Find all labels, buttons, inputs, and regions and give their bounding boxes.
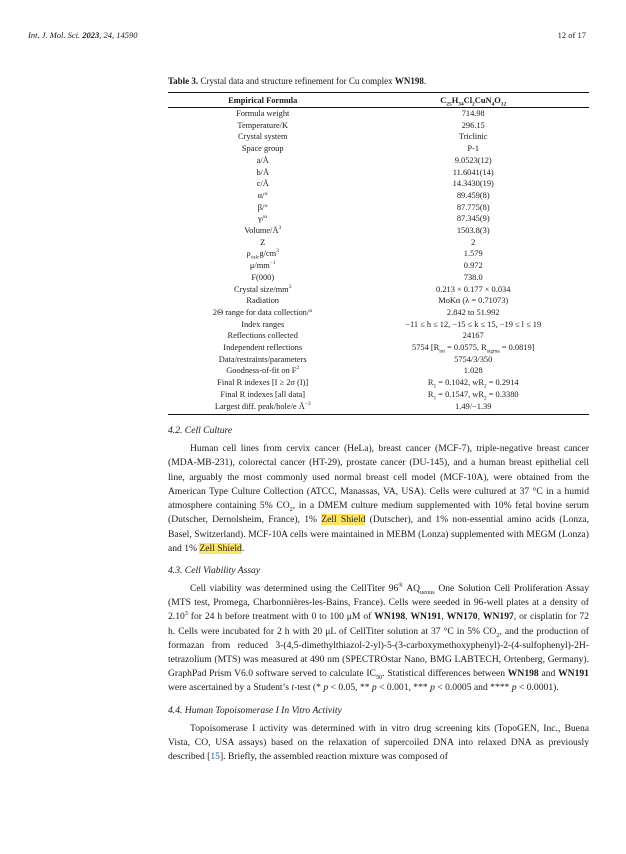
table-row (168, 307, 589, 319)
sup-2: 2 (296, 365, 300, 372)
table-row (168, 190, 589, 202)
row-value: 14.3430(19) (452, 179, 494, 189)
row-label (168, 225, 357, 237)
row-label: Space group (241, 144, 284, 154)
text: Human cell lines from cervix cancer (HeLa), breast cancer (MCF-7), triple-negative breast cancer (MDA-MB-231), colorectal cancer (HT-29), prostate cancer (DU-145), and a human breast epithelial cell line, arguably the most commonly used normal breast cell model (MCF-10A), were obtained from the American Type Culture Collection (ATCC, Manassas, VA, USA). Cells were cultured at 37 °C in a humid atmosphere containing 5% CO (168, 443, 589, 512)
f-h-n: 34 (458, 101, 464, 108)
density-sub: calc (250, 255, 260, 262)
table-row (168, 178, 589, 190)
table-row (168, 143, 589, 155)
row-value: 89.459(8) (456, 190, 490, 200)
journal-citation (28, 30, 138, 40)
row-value: 9.0523(12) (454, 155, 492, 165)
row-value: P-1 (467, 144, 480, 154)
r-obs-sub1: 1 (433, 383, 437, 390)
row-value: 2 (471, 237, 476, 247)
row-value: 5754/3/350 (454, 354, 493, 364)
row-value: 2.842 to 51.992 (446, 307, 500, 317)
f-n-n: 4 (491, 101, 495, 108)
section-heading: 4.3. Cell Viability Assay (168, 564, 261, 576)
row-label: b/Å (256, 167, 269, 177)
table-header-row (168, 93, 589, 108)
reference-link[interactable]: 15 (210, 750, 220, 762)
table-caption-label: Table 3. (168, 76, 199, 86)
section-heading: 4.2. Cell Culture (168, 425, 233, 437)
table-row (168, 167, 589, 179)
page-number: 12 of 17 (557, 30, 586, 40)
paragraph (168, 582, 589, 696)
sup-3: 3 (288, 283, 292, 290)
table-row (168, 365, 589, 377)
row-label: Index ranges (241, 319, 285, 329)
text: . Statistical differences between (382, 668, 508, 680)
table-row (168, 225, 589, 237)
table-row (168, 342, 589, 354)
table-row (168, 272, 589, 284)
table-row (168, 330, 589, 342)
compound: WN197 (482, 611, 514, 623)
row-value: Triclinic (458, 132, 488, 142)
text: , in a DMEM culture medium supplemented with 10% fetal bovine serum (Dutscher, Dernolsheim, France), 1% (168, 500, 589, 526)
highlight: Zell Shield (321, 514, 366, 526)
f-cl: Cl (463, 96, 473, 105)
r-all-mid: = 0.1547, wR (436, 389, 484, 399)
row-label (168, 401, 357, 415)
italic-p: p (511, 682, 517, 694)
row-label: Final R indexes [all data] (220, 389, 306, 399)
f-cun: CuN (474, 96, 492, 105)
section-topoisomerase (168, 705, 589, 765)
r-obs-post: = 0.2914 (486, 378, 519, 388)
compound: WN170 (446, 611, 478, 623)
journal-year: 2023 (82, 30, 100, 40)
table-row (168, 377, 589, 389)
text: Cell viability was determined using the CellTiter 96 (190, 582, 399, 594)
row-label: a/Å (256, 155, 269, 165)
row-label (168, 284, 357, 296)
crystal-size-label: Crystal size/mm (234, 284, 289, 294)
r-all-sub2: 2 (483, 395, 487, 402)
header-formula-value (357, 93, 589, 108)
text: -test (* (294, 682, 324, 694)
table-row (168, 213, 589, 225)
row-label: 2Θ range for data collection/° (212, 307, 313, 317)
gof-label: Goodness-of-fit on F (226, 366, 297, 376)
text: , (405, 611, 411, 623)
table-row (168, 155, 589, 167)
row-value: 87.775(8) (456, 202, 490, 212)
row-value: 738.0 (463, 272, 483, 282)
density-symbol: ρ (246, 249, 251, 259)
f-cl-n: 2 (472, 101, 475, 108)
row-label: Reflections collected (227, 331, 298, 341)
row-label: Formula weight (236, 109, 290, 118)
text: AQ (403, 582, 421, 594)
table-row (168, 284, 589, 296)
row-value: MoKα (λ = 0.71073) (438, 296, 509, 306)
text: < 0.05, ** (328, 682, 372, 694)
table-caption-text: Crystal data and structure refinement for Cu complex (198, 76, 395, 86)
r-obs-r: R (427, 378, 434, 388)
indep-int-sub: int (439, 348, 445, 355)
row-label: F(000) (251, 272, 275, 282)
row-label: β/° (257, 202, 268, 212)
aq-sub: ueous (420, 588, 435, 596)
compound: WN191 (558, 668, 589, 680)
text: ]. Briefly, the assembled reaction mixture was composed of (219, 750, 448, 762)
crystal-data-table (168, 92, 589, 415)
row-value: 1503.8(3) (456, 226, 490, 236)
text: , (477, 611, 483, 623)
journal-name: Int. J. Mol. Sci. (28, 30, 81, 40)
table-row (168, 260, 589, 272)
table-row (168, 389, 589, 401)
row-label (168, 248, 357, 260)
registered-mark: ® (398, 581, 404, 589)
text: One Solution Cell Proliferation Assay (MTS test, Promega, Charbonnières-les-Bains, France). Cells were seeded in 96-well plates at a density of 2.10 (168, 582, 589, 623)
diff-peak-label: Largest diff. peak/hole/e Å (214, 401, 305, 411)
row-label: α/° (257, 190, 268, 200)
table-caption-compound: WN198 (394, 76, 424, 86)
f-o: O (494, 96, 501, 105)
compound: WN191 (410, 611, 442, 623)
table-row (168, 131, 589, 143)
row-value: 296.15 (461, 120, 485, 130)
row-label (168, 365, 357, 377)
f-h: H (451, 96, 459, 105)
row-value: 24167 (462, 331, 484, 341)
table-row (168, 237, 589, 249)
journal-volume: , 24, 14590 (99, 30, 138, 40)
row-value: 1.49/−1.39 (357, 401, 589, 415)
row-value (357, 377, 589, 389)
table-row (168, 202, 589, 214)
ic-sub: 50 (375, 674, 383, 682)
table-row (168, 120, 589, 132)
f-c: C (440, 96, 447, 105)
text: < 0.001, *** (376, 682, 431, 694)
compound: WN198 (374, 611, 406, 623)
table-row (168, 401, 589, 415)
row-label: Temperature/K (237, 120, 288, 130)
indep-mid: = 0.0575, R (444, 343, 487, 353)
co2-sub: 2 (496, 631, 500, 639)
text: (Dutscher), and 1% non-essential amino acids (Lonza, Basel, Switzerland). MCF-10A cells were maintained in MEBM (Lonza) supplemented with MEGM (Lonza) and 1% (168, 514, 589, 554)
row-label: Radiation (246, 296, 279, 306)
volume-label: Volume/Å (244, 226, 279, 236)
row-value (357, 342, 589, 354)
indep-sigma-sub: sigma (486, 348, 500, 355)
section-heading: 4.4. Human Topoisomerase I In Vitro Activity (168, 704, 342, 716)
text: Topoisomerase I activity was determined with in vitro drug screening kits (TopoGEN, Inc., Buena Vista, CO, USA assays) based on the relaxation of supercoiled DNA into relaxed DNA as previously described [ (168, 722, 589, 762)
row-value: 714.98 (461, 109, 485, 118)
table-row (168, 354, 589, 366)
indep-pre: 5754 [R (412, 343, 440, 353)
row-value: 0.972 (463, 261, 483, 271)
table-caption-end: . (423, 76, 427, 86)
running-header (28, 30, 586, 40)
italic-p: p (371, 682, 377, 694)
indep-post: = 0.0819] (499, 343, 535, 353)
row-label: Data/restraints/parameters (218, 354, 307, 364)
header-empirical-formula: Empirical Formula (168, 93, 357, 108)
r-obs-sub2: 2 (483, 383, 487, 390)
text: < 0.0001). (516, 682, 559, 694)
sup-3: 3 (278, 225, 282, 232)
text: for 24 h before treatment with 0 to 100 μM of (187, 611, 375, 623)
text: and (538, 668, 559, 680)
r-all-sub1: 1 (433, 395, 437, 402)
section-cell-culture (168, 425, 589, 556)
row-value: −11 ≤ h ≤ 12, −15 ≤ k ≤ 15, −19 ≤ l ≤ 19 (405, 319, 542, 329)
row-value: 87.345(9) (456, 214, 490, 224)
table-caption (168, 76, 589, 86)
row-label: Independent reflections (223, 343, 303, 353)
co2-sub: 2 (289, 506, 293, 513)
table-row (168, 248, 589, 260)
italic-p: p (323, 682, 329, 694)
sup-minus-3: −3 (304, 400, 311, 407)
italic-p: p (430, 682, 435, 694)
text: , and the production of formazan from reduced 3-(4,5-dimethylthiazol-2-yl)-5-(3-carboxymethoxyphenyl)-2-(4-sulfophenyl)-2H-tetrazolium (MTS) was measured at 490 nm (SPECTROstar Nano, BMG LABTECH, Ortenberg, Germany). GraphPad Prism V6.0 software served to calculate IC (168, 625, 589, 680)
row-value: 1.579 (463, 249, 483, 259)
exp-3: 3 (184, 610, 188, 618)
f-c-n: 25 (446, 101, 452, 108)
section-cell-viability (168, 565, 589, 696)
table-row (168, 295, 589, 307)
row-label: c/Å (256, 179, 269, 189)
compound: WN198 (507, 668, 539, 680)
text: were ascertained by a Student’s (168, 682, 292, 694)
row-label: Crystal system (237, 132, 288, 142)
text: < 0.0005 and **** (434, 682, 512, 694)
table-row (168, 108, 589, 120)
r-obs-mid: = 0.1042, wR (436, 378, 484, 388)
row-label (168, 260, 357, 272)
sup-minus-1: −1 (269, 260, 276, 267)
row-value: 0.213 × 0.177 × 0.034 (436, 284, 511, 294)
row-label: γ/° (258, 214, 268, 224)
text: , or cisplatin for 72 h. Cells were incubated for 2 h with 20 μL of CellTiter solution at 37 °C in 5% CO (168, 611, 590, 637)
paragraph (168, 442, 589, 556)
r-all-r: R (427, 389, 434, 399)
row-label: Z (260, 237, 266, 247)
f-o-n: 12 (500, 101, 507, 108)
main-content (168, 76, 589, 764)
highlight: Zell Shield (199, 542, 242, 554)
paragraph (168, 722, 589, 765)
sup-3: 3 (276, 248, 279, 255)
r-all-post: = 0.3380 (486, 389, 519, 399)
row-value: 11.6041(14) (452, 167, 494, 177)
row-value: 1.028 (463, 366, 483, 376)
row-label: Final R indexes [I ≥ 2σ (I)] (217, 378, 309, 388)
table-row (168, 319, 589, 331)
italic-t: t (291, 682, 295, 694)
text: . (241, 542, 245, 554)
density-unit: g/cm (259, 249, 277, 259)
mu-label: μ/mm (249, 261, 270, 271)
row-value (357, 389, 589, 401)
text: , (441, 611, 447, 623)
